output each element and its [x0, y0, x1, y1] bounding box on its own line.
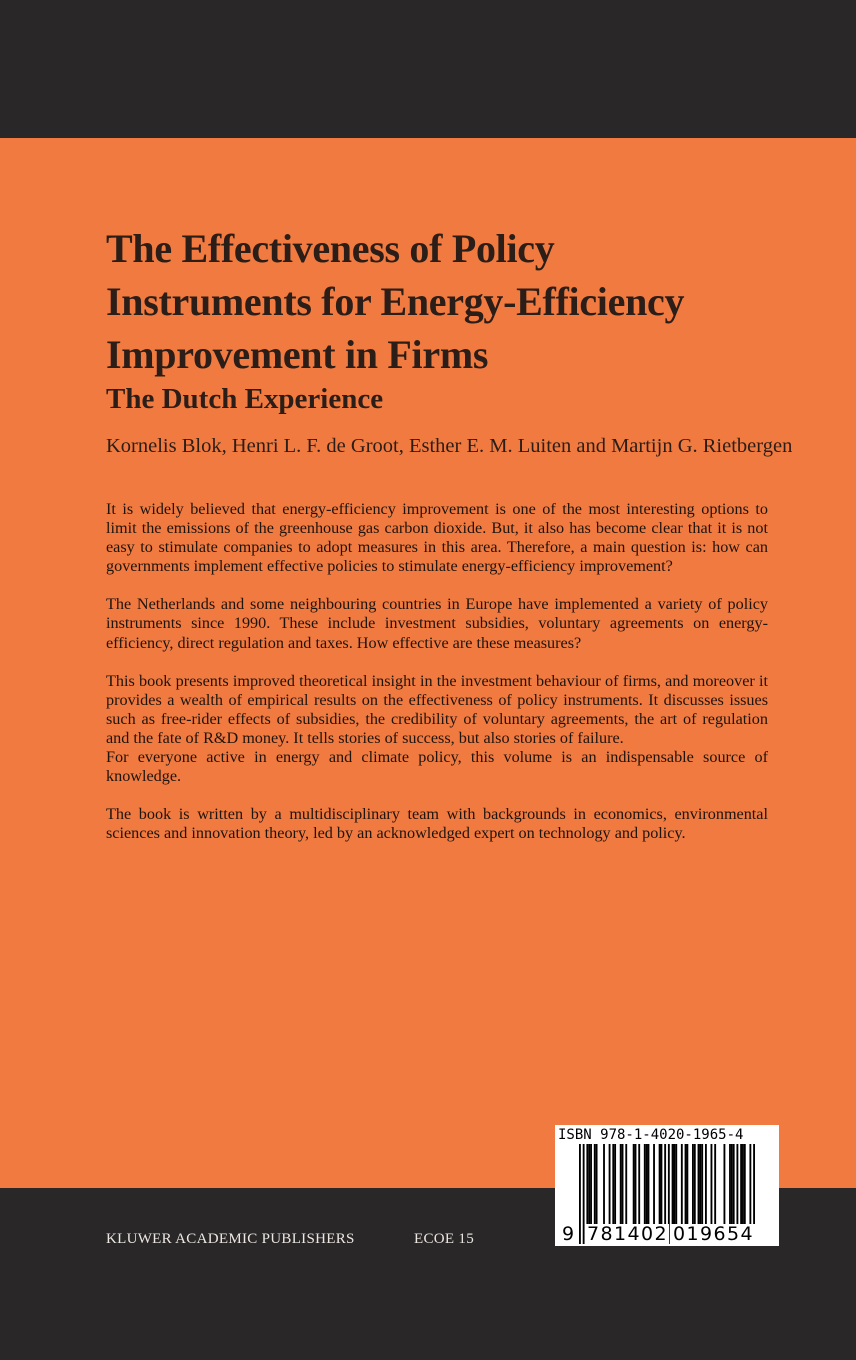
- barcode-bar: [644, 1144, 646, 1224]
- barcode-bar: [596, 1144, 598, 1224]
- blurb-paragraph-2: The Netherlands and some neighbouring countries in Europe have implemented a variety of policy instruments since 1990. These include investment subsidies, voluntary agreements on energy-efficiency, direct regulation and taxes. How effective are these measures?: [106, 595, 768, 652]
- barcode-bar: [586, 1144, 588, 1224]
- barcode-bar: [672, 1144, 674, 1224]
- barcode-bar: [633, 1144, 635, 1224]
- isbn-label: ISBN 978-1-4020-1965-4: [558, 1127, 744, 1143]
- barcode-bar: [661, 1144, 663, 1224]
- barcode-bar: [681, 1144, 683, 1224]
- title-line-2: Instruments for Energy-Efficiency: [106, 279, 685, 324]
- ean-left-group: 781402: [587, 1223, 668, 1245]
- barcode-bar: [711, 1144, 713, 1224]
- barcode-bar: [736, 1144, 738, 1224]
- barcode-bar: [692, 1144, 694, 1224]
- barcode-bar: [705, 1144, 707, 1224]
- book-title: [106, 222, 806, 381]
- blurb-text: [106, 500, 768, 862]
- barcode-bar: [625, 1144, 627, 1224]
- ean-first-digit: 9: [562, 1223, 575, 1245]
- barcode-bar: [694, 1144, 696, 1224]
- barcode-bar: [742, 1144, 744, 1224]
- barcode-bar: [733, 1144, 735, 1224]
- book-subtitle: The Dutch Experience: [106, 383, 384, 415]
- series-code: ECOE 15: [414, 1231, 475, 1247]
- back-cover-panel: [0, 138, 856, 1188]
- ean-right-group: 019654: [673, 1223, 754, 1245]
- barcode-bar: [648, 1144, 650, 1224]
- barcode-bar: [714, 1144, 716, 1224]
- barcode-bar: [699, 1144, 701, 1224]
- blurb-paragraph-1: It is widely believed that energy-efficiency improvement is one of the most interesting options to limit the emissions of the greenhouse gas carbon dioxide. But, it also has become clear that it is not easy to stimulate companies to adopt measures in this area. Therefore, a main question is: how can governments implement effective policies to stimulate energy-efficiency improvement?: [106, 500, 768, 576]
- publisher-name: KLUWER ACADEMIC PUBLISHERS: [106, 1231, 355, 1247]
- barcode-bar: [729, 1144, 731, 1224]
- barcode-bar: [603, 1144, 605, 1224]
- barcode-bar: [614, 1144, 616, 1224]
- barcode-bar: [622, 1144, 624, 1224]
- author-list: Kornelis Blok, Henri L. F. de Groot, Esther E. M. Luiten and Martijn G. Rietbergen: [106, 435, 793, 457]
- blurb-paragraph-4: For everyone active in energy and climate policy, this volume is an indispensable source of knowledge.: [106, 748, 768, 786]
- barcode-bar: [701, 1144, 703, 1224]
- isbn-barcode: [555, 1125, 779, 1246]
- barcode-bar: [685, 1144, 687, 1224]
- title-line-3: Improvement in Firms: [106, 332, 489, 377]
- barcode-bar: [594, 1144, 596, 1224]
- barcode-bar: [612, 1144, 614, 1224]
- barcode-bar: [653, 1144, 655, 1224]
- barcode-bar: [744, 1144, 746, 1224]
- barcode-bar: [579, 1144, 581, 1244]
- barcode-bar: [620, 1144, 622, 1224]
- barcode-bar: [724, 1144, 726, 1224]
- barcode-bar: [646, 1144, 648, 1224]
- barcode-bar: [583, 1144, 585, 1244]
- barcode-bar: [673, 1144, 675, 1224]
- title-line-1: The Effectiveness of Policy: [106, 226, 555, 271]
- barcode-bar: [675, 1144, 677, 1224]
- barcode-bar: [686, 1144, 688, 1224]
- barcode-bar: [740, 1144, 742, 1224]
- barcode-bar: [590, 1144, 592, 1224]
- barcode-bar: [635, 1144, 637, 1224]
- blurb-paragraph-3: This book presents improved theoretical insight in the investment behaviour of firms, and moreover it provides a wealth of empirical results on the effectiveness of policy instruments. It discusses issues such as free-rider effects of subsidies, the credibility of voluntary agreements, the art of regulation and the fate of R&D money. It tells stories of success, but also stories of failure.: [106, 671, 768, 747]
- barcode-bar: [659, 1144, 661, 1224]
- barcode-bar: [698, 1144, 700, 1224]
- barcode-bar: [638, 1144, 640, 1224]
- barcode-bar: [588, 1144, 590, 1224]
- barcode-bar: [609, 1144, 611, 1224]
- top-dark-band: [0, 0, 856, 138]
- barcode-bar: [731, 1144, 733, 1224]
- blurb-paragraph-5: The book is written by a multidisciplinary team with backgrounds in economics, environmental sciences and innovation theory, led by an acknowledged expert on technology and policy.: [106, 805, 768, 843]
